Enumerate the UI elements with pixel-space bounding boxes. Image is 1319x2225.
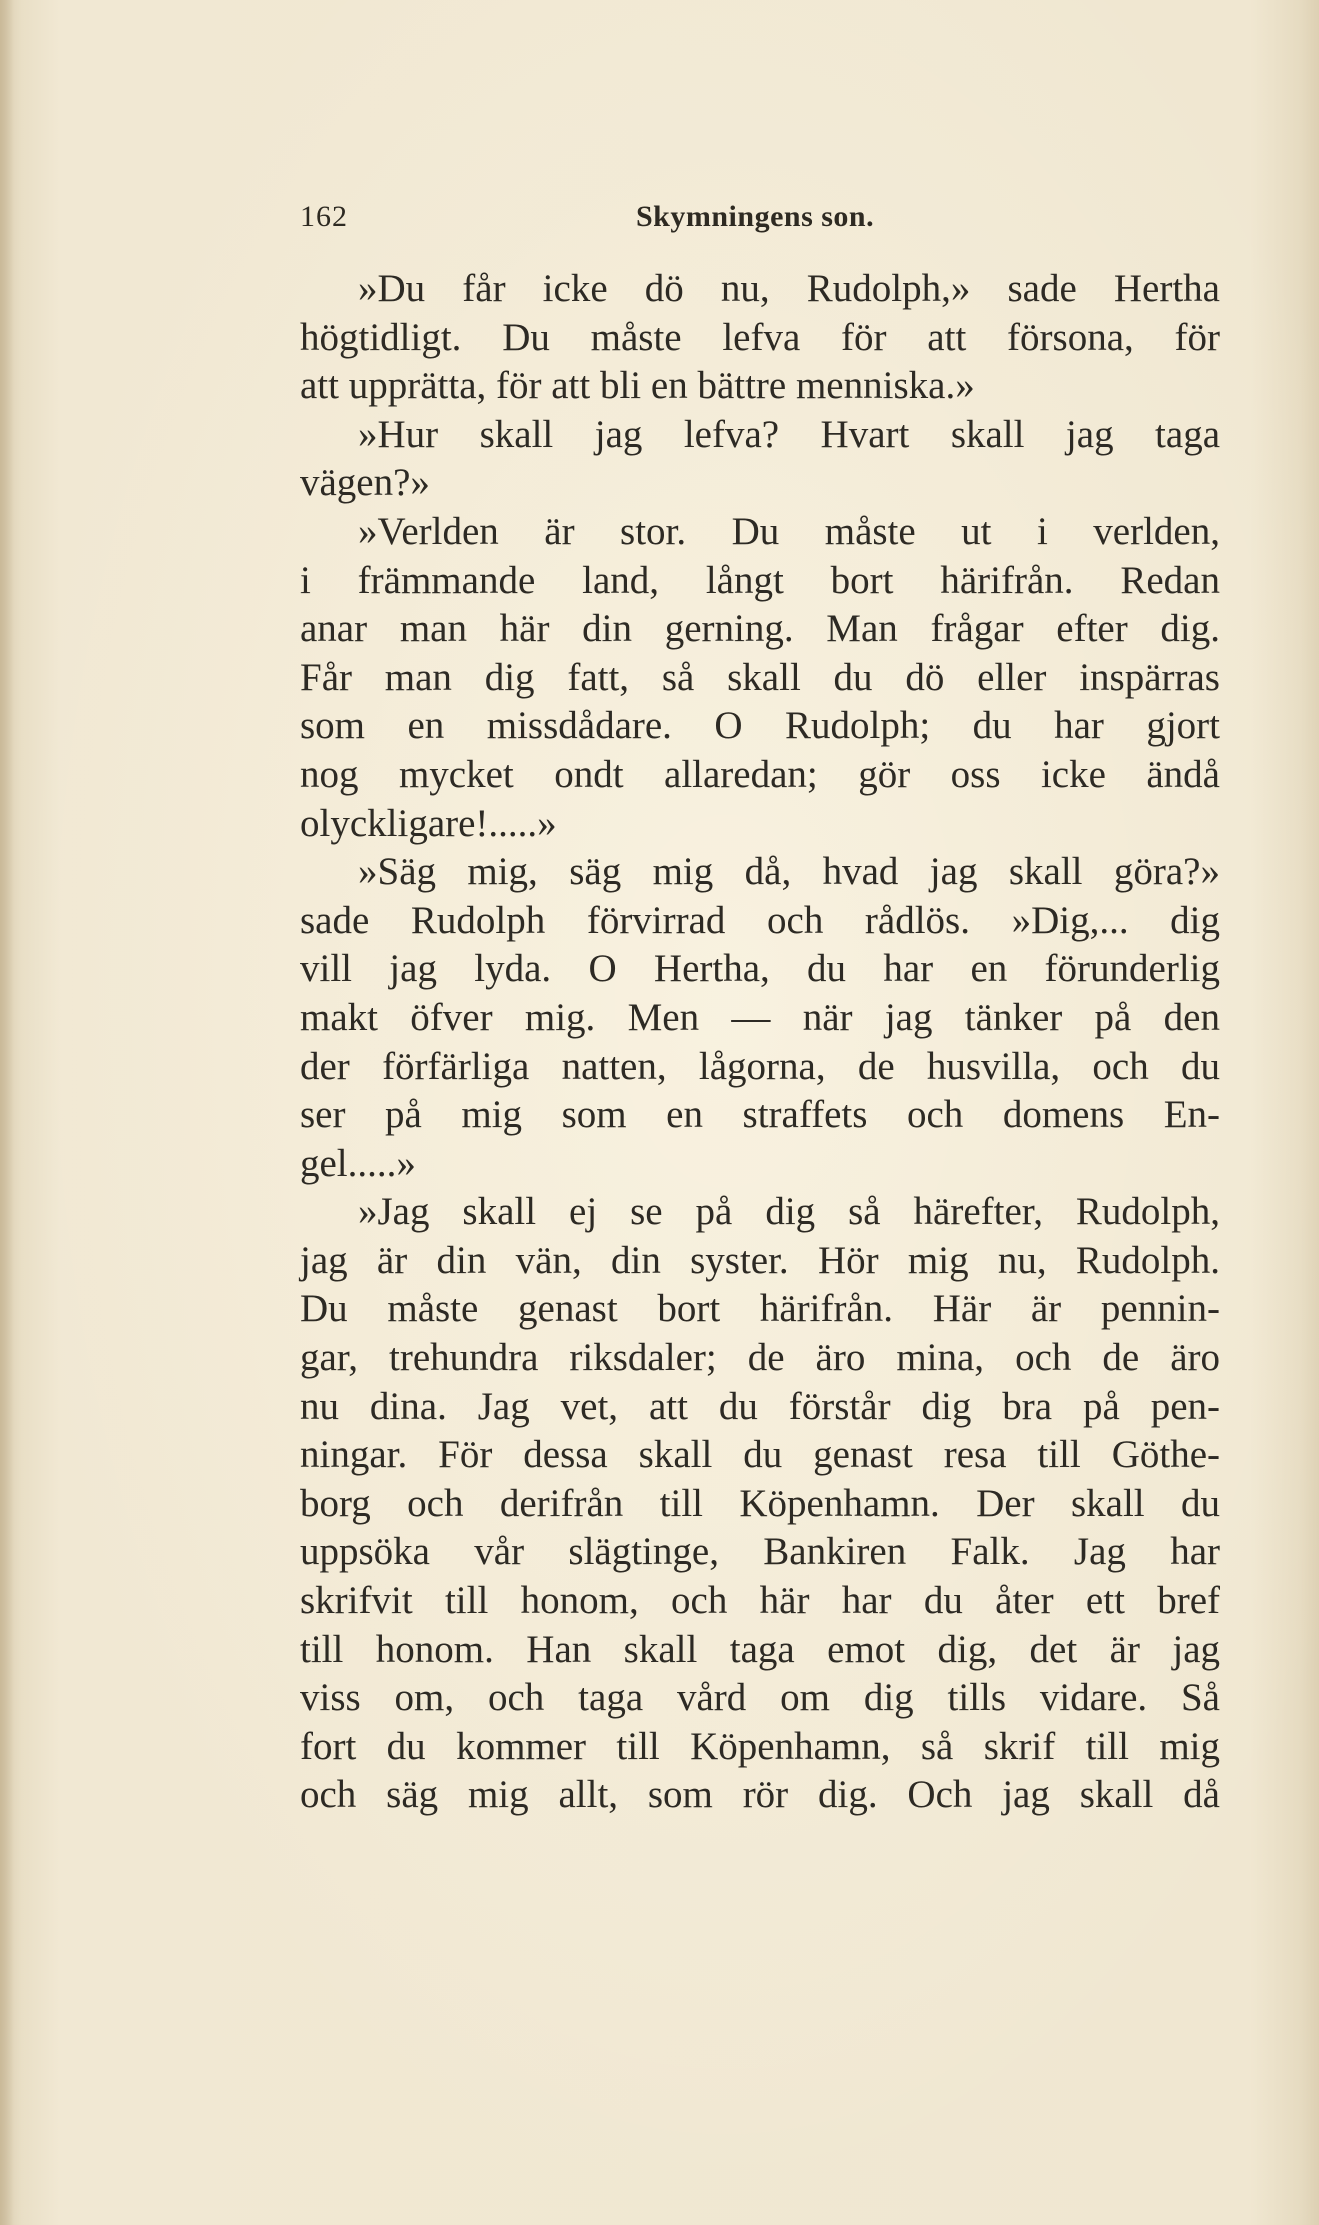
- running-title: Skymningens son.: [636, 200, 875, 233]
- text-line: till honom. Han skall taga emot dig, det är jag: [300, 1627, 1220, 1671]
- text-line: och säg mig allt, som rör dig. Och jag skall då: [300, 1773, 1220, 1817]
- text-line: sade Rudolph förvirrad och rådlös. »Dig,... dig: [300, 898, 1220, 942]
- text-line: anar man här din gerning. Man frågar efter dig.: [300, 607, 1220, 651]
- text-line: »Verlden är stor. Du måste ut i verlden,: [358, 509, 1220, 553]
- text-line: uppsöka vår slägtinge, Bankiren Falk. Jag har: [300, 1530, 1220, 1574]
- text-line: skrifvit till honom, och här har du åter ett bref: [300, 1579, 1220, 1623]
- text-line: ser på mig som en straffets och domens En-: [300, 1093, 1220, 1137]
- text-line: jag är din vän, din syster. Hör mig nu, Rudolph.: [300, 1238, 1220, 1282]
- text-line: gar, trehundra riksdaler; de äro mina, och de äro: [300, 1336, 1220, 1380]
- text-line: »Du får icke dö nu, Rudolph,» sade Hertha: [358, 267, 1220, 310]
- text-line: gel.....»: [300, 1141, 416, 1185]
- text-line: Får man dig fatt, så skall du dö eller inspärras: [300, 655, 1220, 699]
- text-line: vägen?»: [300, 461, 430, 505]
- text-line: Du måste genast bort härifrån. Här är pennin-: [300, 1287, 1220, 1331]
- binding-shadow: [0, 0, 14, 2225]
- body-text: [300, 265, 1220, 1820]
- text-line: viss om, och taga vård om dig tills vidare. Så: [300, 1676, 1220, 1720]
- text-line: fort du kommer till Köpenhamn, så skrif till mig: [300, 1724, 1220, 1768]
- text-line: »Hur skall jag lefva? Hvart skall jag taga: [358, 412, 1220, 456]
- text-line: nu dina. Jag vet, att du förstår dig bra på pen-: [300, 1384, 1220, 1428]
- text-line: »Säg mig, säg mig då, hvad jag skall göra?»: [358, 850, 1220, 894]
- text-line: der förfärliga natten, lågorna, de husvilla, och du: [300, 1044, 1220, 1088]
- text-line: att upprätta, för att bli en bättre menniska.»: [300, 364, 975, 408]
- text-line: som en missdådare. O Rudolph; du har gjort: [300, 704, 1220, 748]
- text-line: »Jag skall ej se på dig så härefter, Rudolph,: [358, 1190, 1220, 1234]
- running-head: [300, 200, 1220, 240]
- text-line: nog mycket ondt allaredan; gör oss icke ändå: [300, 752, 1220, 796]
- text-line: makt öfver mig. Men — när jag tänker på den: [300, 995, 1220, 1039]
- text-line: ningar. För dessa skall du genast resa till Göthe-: [300, 1433, 1220, 1477]
- text-line: borg och derifrån till Köpenhamn. Der skall du: [300, 1481, 1220, 1525]
- page-number: 162: [300, 200, 348, 233]
- text-line: vill jag lyda. O Hertha, du har en förunderlig: [300, 947, 1220, 991]
- text-line: olyckligare!.....»: [300, 801, 557, 845]
- text-line: i främmande land, långt bort härifrån. Redan: [300, 558, 1220, 602]
- text-line: högtidligt. Du måste lefva för att försona, för: [300, 315, 1220, 359]
